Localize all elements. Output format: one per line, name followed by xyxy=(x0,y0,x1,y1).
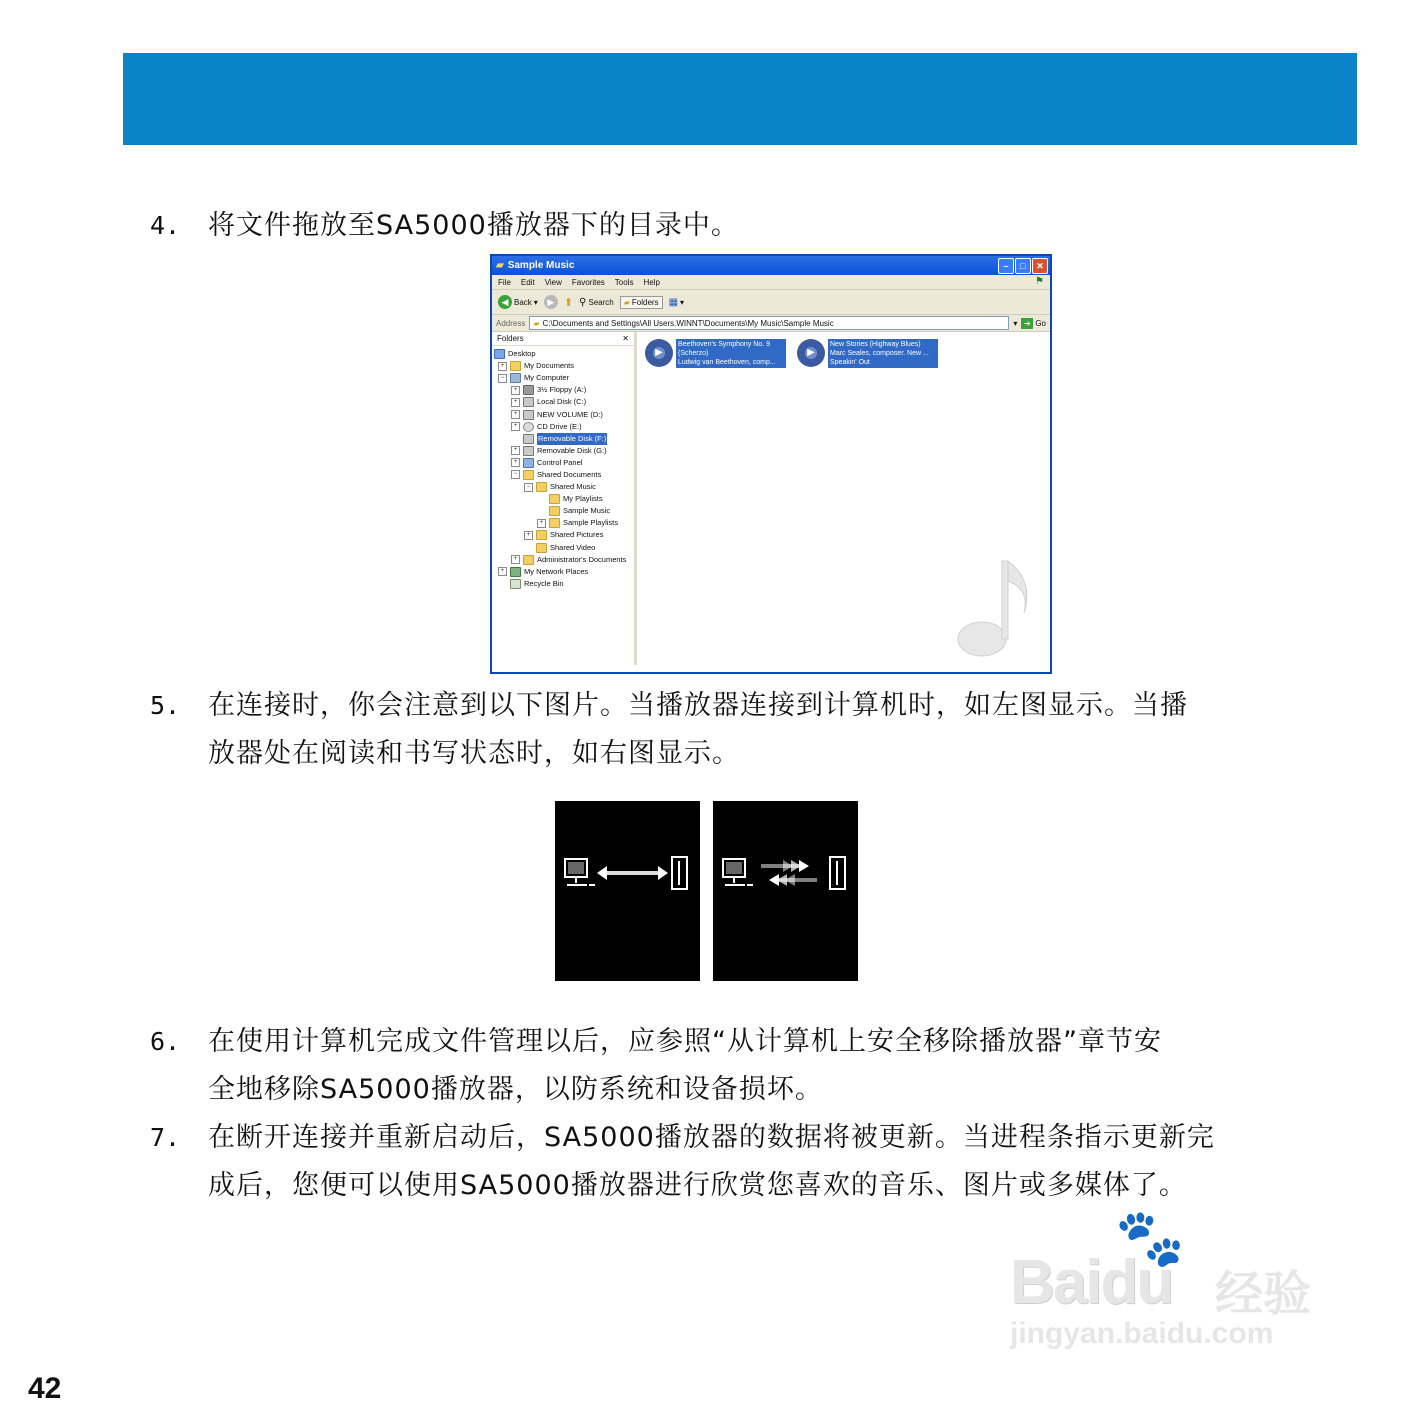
connected-screen xyxy=(555,801,700,981)
folder-icon xyxy=(523,555,534,565)
menu-favorites[interactable]: Favorites xyxy=(571,277,605,287)
file-artist: Ludwig van Beethoven, comp... xyxy=(678,359,776,366)
folder-tree xyxy=(492,346,634,590)
computer-icon xyxy=(723,859,753,885)
step-number: 4. xyxy=(150,211,181,240)
step-text-line2: 成后，您便可以使用SA5000播放器进行欣赏您喜欢的音乐、图片或多媒体了。 xyxy=(208,1170,1187,1201)
expand-icon[interactable]: + xyxy=(511,398,520,407)
dropdown-icon: ▾ xyxy=(680,297,685,307)
search-icon: ⚲ xyxy=(579,296,587,308)
step-number: 7. xyxy=(150,1123,181,1152)
collapse-icon[interactable]: − xyxy=(511,470,520,479)
folder-icon xyxy=(510,361,521,371)
menu-edit[interactable]: Edit xyxy=(520,277,535,287)
tree-item-shared-documents[interactable]: − Shared Documents xyxy=(492,469,634,481)
step-4 xyxy=(150,202,1340,250)
folder-icon: ▰ xyxy=(496,260,504,271)
windows-logo-icon: ⚑ xyxy=(1035,276,1044,287)
music-note-icon xyxy=(954,551,1044,661)
close-button[interactable]: ✕ xyxy=(1032,258,1048,274)
back-button[interactable] xyxy=(498,295,538,309)
maximize-button[interactable]: □ xyxy=(1015,258,1031,274)
file-title: Beethoven's Symphony No. 9 xyxy=(678,341,771,348)
menu-bar xyxy=(492,275,1050,290)
transferring-screen xyxy=(713,801,858,981)
window-title: Sample Music xyxy=(507,260,575,271)
tree-item-new-volume-d[interactable]: + NEW VOLUME (D:) xyxy=(492,408,634,420)
file-item[interactable] xyxy=(797,339,938,368)
back-label: Back xyxy=(514,297,532,307)
folder-icon xyxy=(549,494,560,504)
address-input[interactable] xyxy=(529,316,1009,330)
removable-disk-icon xyxy=(523,434,534,444)
expand-icon[interactable]: + xyxy=(511,386,520,395)
file-title: New Stories (Highway Blues) xyxy=(830,341,921,348)
watermark-url: jingyan.baidu.com xyxy=(1010,1317,1274,1350)
collapse-icon[interactable]: − xyxy=(524,483,533,492)
tree-item-desktop[interactable]: Desktop xyxy=(492,348,634,360)
removable-disk-icon xyxy=(523,446,534,456)
folders-icon: ▰ xyxy=(623,297,630,307)
step-text: 将文件拖放至SA5000播放器下的目录中。 xyxy=(208,210,739,241)
up-folder-button[interactable] xyxy=(564,296,573,309)
folders-header: Folders xyxy=(497,334,524,343)
folder-icon xyxy=(549,518,560,528)
tree-item-removable-disk-g[interactable]: + Removable Disk (G:) xyxy=(492,445,634,457)
desktop-icon xyxy=(494,349,505,359)
close-pane-icon[interactable]: ✕ xyxy=(622,334,629,343)
up-folder-icon: ⬆ xyxy=(563,296,574,309)
address-path: C:\Documents and Settings\All Users.WINNT\Documents\My Music\Sample Music xyxy=(542,318,834,328)
tree-item-shared-pictures[interactable]: + Shared Pictures xyxy=(492,529,634,541)
step-number: 5. xyxy=(150,691,181,720)
step-5 xyxy=(150,682,1340,778)
expand-icon[interactable]: + xyxy=(511,422,520,431)
paw-icon: 🐾 xyxy=(1115,1206,1185,1269)
tree-item-my-network-places[interactable]: + My Network Places xyxy=(492,566,634,578)
drive-icon xyxy=(523,410,534,420)
expand-icon[interactable]: + xyxy=(511,446,520,455)
drive-icon xyxy=(523,397,534,407)
watermark-brand: Baidu xyxy=(1010,1248,1173,1317)
step-text-line1: 在断开连接并重新启动后，SA5000播放器的数据将被更新。当进程条指示更新完 xyxy=(208,1122,1215,1153)
menu-view[interactable]: View xyxy=(544,277,562,287)
tree-item-sample-music[interactable]: Sample Music xyxy=(492,505,634,517)
tree-item-control-panel[interactable]: + Control Panel xyxy=(492,457,634,469)
music-folder-icon xyxy=(536,482,547,492)
tree-item-shared-music[interactable]: − Shared Music xyxy=(492,481,634,493)
expand-icon[interactable]: + xyxy=(498,567,507,576)
file-item[interactable] xyxy=(645,339,786,368)
step-text-line2: 放器处在阅读和书写状态时，如右图显示。 xyxy=(208,738,740,769)
computer-icon xyxy=(565,859,595,885)
media-file-icon: ▶ xyxy=(797,339,825,367)
back-arrow-icon: ◀ xyxy=(498,295,512,309)
expand-icon[interactable]: + xyxy=(498,362,507,371)
page-number: 42 xyxy=(28,1372,62,1405)
expand-icon[interactable]: + xyxy=(511,410,520,419)
tree-item-my-documents[interactable]: + My Documents xyxy=(492,360,634,372)
go-label: Go xyxy=(1035,318,1046,328)
expand-icon[interactable]: + xyxy=(511,555,520,564)
recycle-bin-icon xyxy=(510,579,521,589)
file-list-pane xyxy=(637,332,1050,665)
forward-arrow-icon: ▶ xyxy=(544,295,558,309)
folder-icon: ▰ xyxy=(533,318,540,328)
tree-item-cd-drive-e[interactable]: + CD Drive (E:) xyxy=(492,421,634,433)
video-folder-icon xyxy=(536,543,547,553)
floppy-icon xyxy=(523,385,534,395)
file-subtitle: (Scherzo) xyxy=(678,350,709,357)
player-device-icon xyxy=(672,857,687,889)
tree-item-floppy[interactable]: + 3½ Floppy (A:) xyxy=(492,384,634,396)
forward-button[interactable] xyxy=(544,295,558,309)
menu-tools[interactable]: Tools xyxy=(614,277,634,287)
cd-icon xyxy=(523,422,534,432)
expand-icon[interactable]: + xyxy=(524,531,533,540)
views-icon: ▦ xyxy=(668,296,679,308)
control-panel-icon xyxy=(523,458,534,468)
folders-button[interactable] xyxy=(620,296,663,309)
explorer-window xyxy=(490,254,1052,674)
minimize-button[interactable]: – xyxy=(998,258,1014,274)
header-banner xyxy=(123,53,1357,145)
tree-item-sample-playlists[interactable]: + Sample Playlists xyxy=(492,517,634,529)
step-text-line2: 全地移除SA5000播放器，以防系统和设备损坏。 xyxy=(208,1074,823,1105)
tree-item-recycle-bin[interactable]: Recycle Bin xyxy=(492,578,634,590)
menu-help[interactable]: Help xyxy=(643,277,660,287)
go-button[interactable] xyxy=(1021,318,1046,329)
toolbar xyxy=(492,290,1050,315)
tree-item-my-computer[interactable]: − My Computer xyxy=(492,372,634,384)
player-device-icon xyxy=(830,857,845,889)
menu-file[interactable]: File xyxy=(498,277,511,287)
expand-icon[interactable]: + xyxy=(511,458,520,467)
media-file-icon: ▶ xyxy=(645,339,673,367)
window-titlebar[interactable] xyxy=(492,256,1050,275)
dropdown-icon: ▾ xyxy=(533,297,538,307)
sync-arrow-icon xyxy=(597,866,668,880)
folders-label: Folders xyxy=(631,297,659,307)
step-7 xyxy=(150,1114,1340,1210)
computer-icon xyxy=(510,373,521,383)
folders-pane xyxy=(492,332,637,665)
baidu-watermark xyxy=(1005,1205,1335,1365)
step-6 xyxy=(150,1018,1340,1114)
folder-icon xyxy=(549,506,560,516)
transfer-arrows-icon xyxy=(761,860,817,886)
step-number: 6. xyxy=(150,1027,181,1056)
views-button[interactable] xyxy=(669,297,684,308)
file-subtitle: Marc Seales, composer. New ... xyxy=(830,350,929,357)
pictures-folder-icon xyxy=(536,530,547,540)
step-text-line1: 在使用计算机完成文件管理以后，应参照“从计算机上安全移除播放器”章节安 xyxy=(208,1026,1162,1057)
tree-item-my-playlists[interactable]: My Playlists xyxy=(492,493,634,505)
collapse-icon[interactable]: − xyxy=(498,374,507,383)
address-bar xyxy=(492,315,1050,332)
search-label: Search xyxy=(588,297,614,307)
tree-item-administrators-documents[interactable]: + Administrator's Documents xyxy=(492,554,634,566)
tree-item-shared-video[interactable]: Shared Video xyxy=(492,542,634,554)
search-button[interactable] xyxy=(579,297,614,308)
tree-item-removable-disk-f[interactable]: Removable Disk (F:) xyxy=(492,433,634,445)
watermark-jingyan: 经验 xyxy=(1215,1268,1312,1321)
folder-icon xyxy=(523,470,534,480)
expand-icon[interactable]: + xyxy=(537,519,546,528)
step-text-line1: 在连接时，你会注意到以下图片。当播放器连接到计算机时，如左图显示。当播 xyxy=(208,690,1188,721)
file-artist: Speakin' Out xyxy=(830,359,870,366)
go-arrow-icon: ➔ xyxy=(1021,318,1033,329)
network-icon xyxy=(510,567,521,577)
tree-item-local-disk-c[interactable]: + Local Disk (C:) xyxy=(492,396,634,408)
address-label: Address xyxy=(496,318,526,328)
address-dropdown-icon[interactable]: ▾ xyxy=(1013,318,1018,328)
